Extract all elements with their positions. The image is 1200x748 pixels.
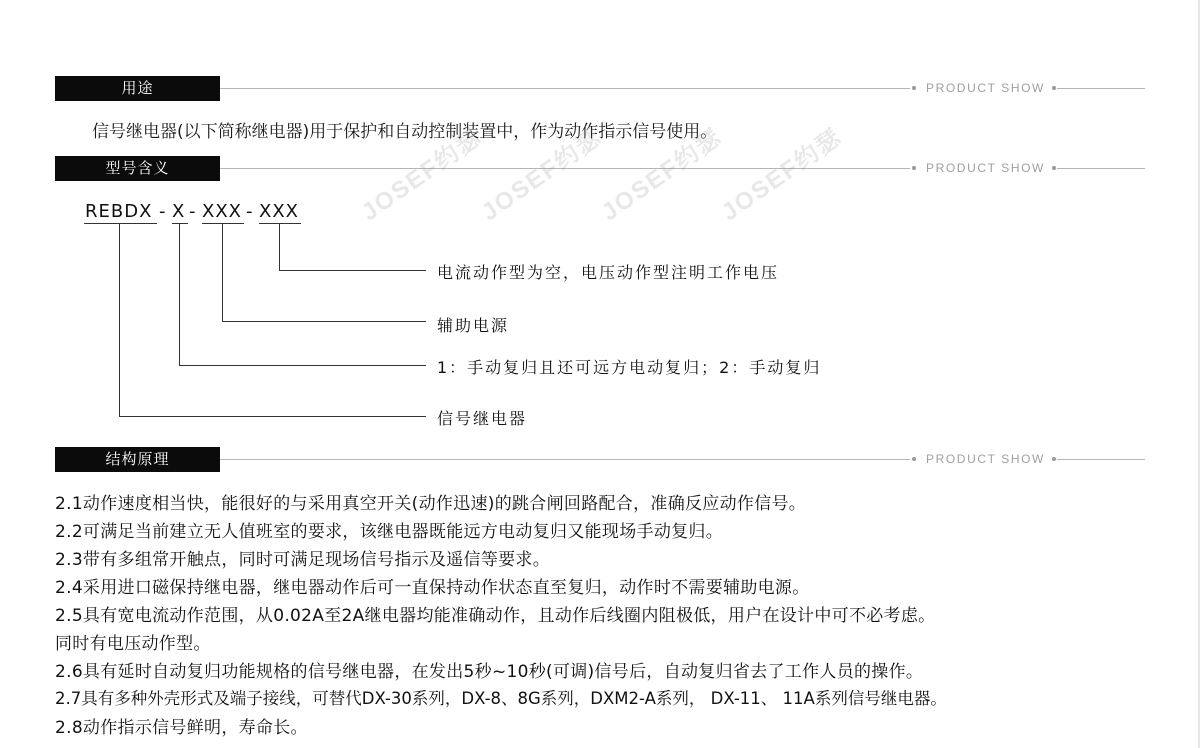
feature-item: 2.2可满足当前建立无人值班室的要求，该继电器既能远方电动复归又能现场手动复归。 — [55, 522, 724, 542]
divider-dot — [912, 86, 916, 90]
feature-item: 2.8动作指示信号鲜明，寿命长。 — [55, 718, 308, 738]
model-code-part-series: REBDX — [85, 201, 153, 222]
divider-line — [220, 459, 910, 460]
model-code-part-voltage: XXX — [259, 201, 299, 222]
divider-dot — [1052, 457, 1056, 461]
leader-line — [222, 321, 426, 322]
divider-line — [1057, 459, 1145, 460]
leader-line — [279, 223, 280, 270]
divider-dot — [1052, 86, 1056, 90]
feature-item: 2.1动作速度相当快，能很好的与采用真空开关(动作迅速)的跳合闸回路配合，准确反应动作信号。 — [55, 494, 807, 514]
divider-line — [1057, 88, 1145, 89]
model-legend-series: 信号继电器 — [437, 409, 528, 428]
product-show-label: PRODUCT SHOW — [926, 452, 1045, 466]
model-code-part-aux-power: XXX — [202, 201, 242, 222]
feature-item: 2.5具有宽电流动作范围，从0.02A至2A继电器均能准确动作，且动作后线圈内阻极低，用户在设计中可不必考虑。 — [55, 606, 936, 626]
model-code-underline — [202, 223, 244, 224]
section-header-structure — [55, 447, 1145, 472]
model-legend-reset: 1：手动复归且还可远方电动复归；2：手动复归 — [437, 358, 822, 377]
section-tag-structure: 结构原理 — [55, 447, 220, 472]
model-legend-voltage: 电流动作型为空，电压动作型注明工作电压 — [437, 263, 780, 282]
feature-item: 同时有电压动作型。 — [55, 634, 211, 654]
leader-line — [279, 270, 426, 271]
feature-item: 2.7具有多种外壳形式及端子接线，可替代DX-30系列，DX-8、8G系列，DXM2-A系列， DX-11、 11A系列信号继电器。 — [55, 689, 947, 708]
watermark-josef: JOSEF约瑟 — [476, 123, 608, 227]
section-tag-model: 型号含义 — [55, 156, 220, 181]
model-code-separator: - — [246, 201, 254, 222]
section-header-usage — [55, 76, 1145, 101]
model-code-underline — [172, 223, 188, 224]
model-code-separator: - — [159, 201, 167, 222]
model-code-underline — [84, 223, 157, 224]
feature-item: 2.4采用进口磁保持继电器，继电器动作后可一直保持动作状态直至复归，动作时不需要辅助电源。 — [55, 578, 810, 598]
section-header-model — [55, 156, 1145, 181]
model-code-underline — [259, 223, 301, 224]
divider-dot — [1052, 166, 1056, 170]
leader-line — [179, 365, 426, 366]
feature-item: 2.3带有多组常开触点，同时可满足现场信号指示及遥信等要求。 — [55, 550, 551, 570]
model-legend-aux-power: 辅助电源 — [437, 316, 510, 335]
divider-dot — [912, 166, 916, 170]
model-code-separator: - — [189, 201, 197, 222]
section-tag-usage: 用途 — [55, 76, 220, 101]
product-show-label: PRODUCT SHOW — [926, 81, 1045, 95]
leader-line — [119, 223, 120, 416]
divider-dot — [912, 457, 916, 461]
product-show-label: PRODUCT SHOW — [926, 161, 1045, 175]
divider-line — [220, 88, 910, 89]
watermark-josef: JOSEF约瑟 — [716, 123, 848, 227]
divider-line — [1057, 168, 1145, 169]
leader-line — [222, 223, 223, 321]
watermark-josef: JOSEF约瑟 — [596, 123, 728, 227]
leader-line — [179, 223, 180, 365]
feature-item: 2.6具有延时自动复归功能规格的信号继电器，在发出5秒~10秒(可调)信号后，自动复归省去了工作人员的操作。 — [55, 662, 924, 682]
watermark-josef: JOSEF约瑟 — [356, 123, 488, 227]
model-code-part-reset: X — [172, 201, 186, 222]
usage-description: 信号继电器(以下简称继电器)用于保护和自动控制装置中，作为动作指示信号使用。 — [92, 122, 718, 142]
leader-line — [119, 416, 426, 417]
